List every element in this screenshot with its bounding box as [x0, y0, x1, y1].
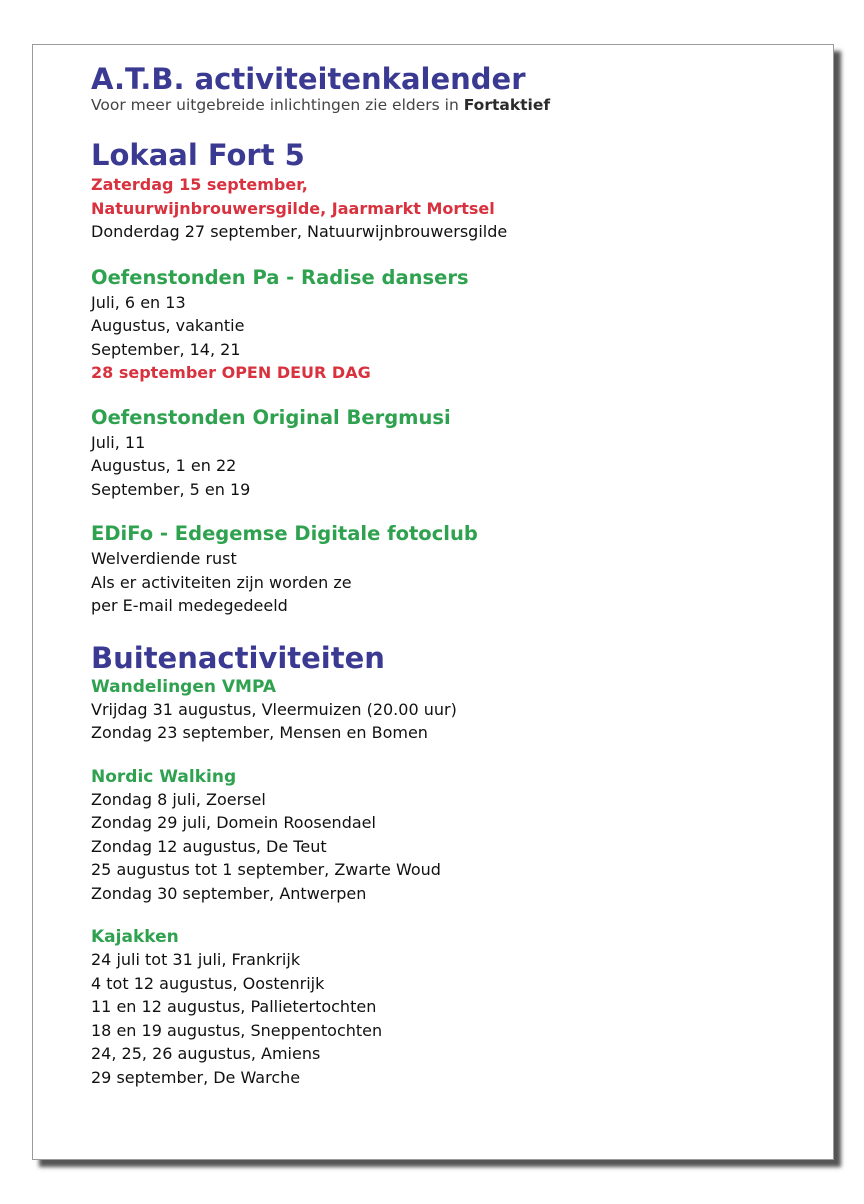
page-title: A.T.B. activiteitenkalender [91, 62, 526, 96]
subheading-nordic: Nordic Walking [91, 766, 237, 787]
subtitle-text: Voor meer uitgebreide inlichtingen zie elders in [91, 96, 464, 114]
edifo-line: per E-mail medegedeeld [91, 596, 288, 615]
nordic-line: 25 augustus tot 1 september, Zwarte Woud [91, 860, 441, 879]
lokaal-event-line1: Zaterdag 15 september, [91, 175, 308, 194]
subtitle-bold: Fortaktief [463, 96, 551, 114]
section-heading-edifo: EDiFo - Edegemse Digitale fotoclub [91, 522, 478, 545]
bergmusi-line: September, 5 en 19 [91, 479, 251, 499]
pa-line: Juli, 6 en 13 [91, 292, 186, 312]
bergmusi-line: Augustus, 1 en 22 [91, 456, 237, 475]
kajakken-line: 4 tot 12 augustus, Oostenrijk [91, 973, 325, 993]
edifo-line: Als er activiteiten zijn worden ze [91, 572, 352, 592]
pa-line: Augustus, vakantie [91, 316, 245, 335]
nordic-line: Zondag 30 september, Antwerpen [91, 883, 367, 903]
kajakken-line: 29 september, De Warche [91, 1067, 301, 1087]
page-content [91, 61, 813, 1089]
bergmusi-line: Juli, 11 [91, 432, 146, 452]
kajakken-line: 24, 25, 26 augustus, Amiens [91, 1044, 321, 1063]
kajakken-line: 24 juli tot 31 juli, Frankrijk [91, 950, 301, 969]
kajakken-line: 11 en 12 augustus, Pallietertochten [91, 997, 377, 1016]
nordic-line: Zondag 12 augustus, De Teut [91, 836, 327, 856]
section-heading-buiten: Buitenactiviteiten [91, 640, 385, 675]
pa-line: September, 14, 21 [91, 339, 241, 359]
lokaal-event-line2: Natuurwijnbrouwersgilde, Jaarmarkt Mortsel [91, 198, 495, 218]
wandelingen-line: Zondag 23 september, Mensen en Bomen [91, 723, 428, 742]
document-page [32, 44, 834, 1160]
wandelingen-line: Vrijdag 31 augustus, Vleermuizen (20.00 uur) [91, 699, 457, 719]
section-heading-pa: Oefenstonden Pa - Radise dansers [91, 265, 469, 289]
subheading-kajakken: Kajakken [91, 927, 179, 947]
section-heading-lokaal: Lokaal Fort 5 [91, 138, 305, 172]
section-heading-bergmusi: Oefenstonden Original Bergmusi [91, 405, 451, 429]
page-subtitle [91, 95, 813, 115]
lokaal-event-line3: Donderdag 27 september, Natuurwijnbrouwersgilde [91, 222, 508, 241]
edifo-line: Welverdiende rust [91, 549, 237, 568]
subheading-wandelingen: Wandelingen VMPA [91, 676, 277, 697]
pa-open-deur-line: 28 september OPEN DEUR DAG [91, 363, 371, 382]
nordic-line: Zondag 29 juli, Domein Roosendael [91, 813, 376, 832]
nordic-line: Zondag 8 juli, Zoersel [91, 789, 266, 809]
kajakken-line: 18 en 19 augustus, Sneppentochten [91, 1020, 383, 1040]
